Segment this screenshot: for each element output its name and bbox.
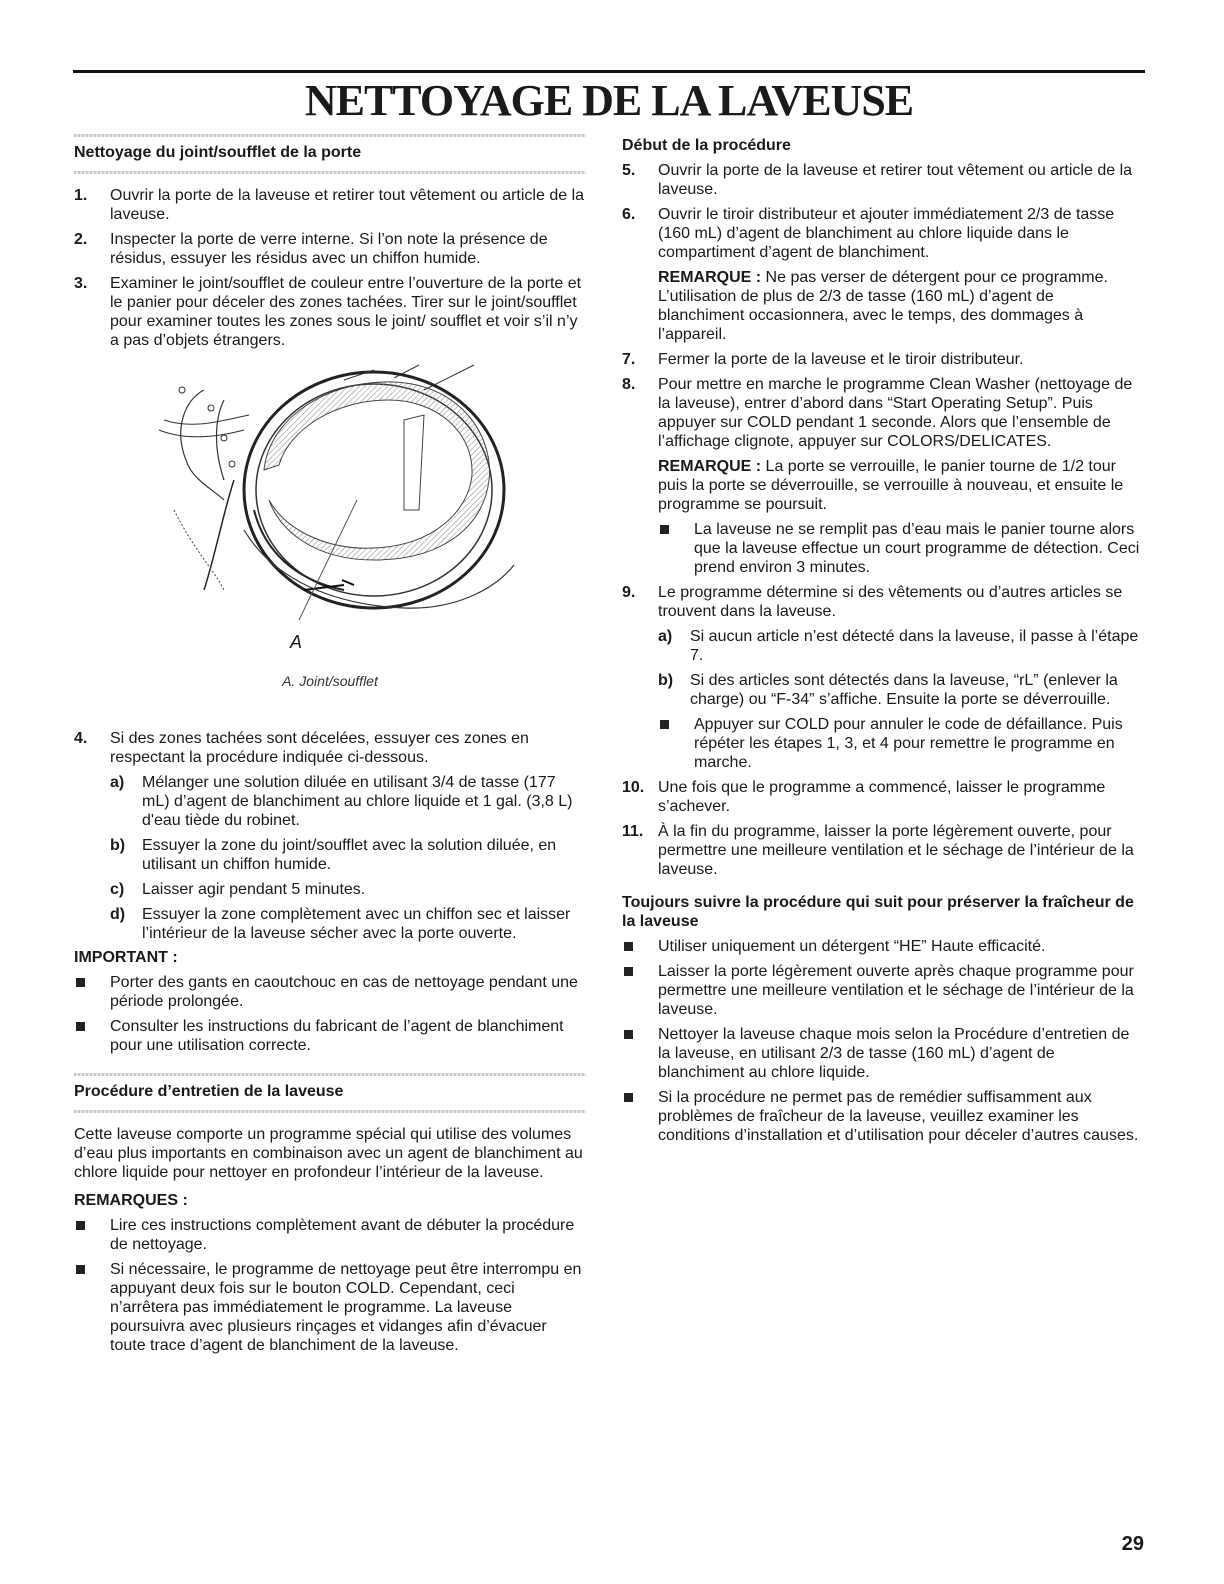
substep-text: Essuyer la zone complètement avec un chiffon sec et laisser l’intérieur de la laveuse sécher avec la porte ouverte. xyxy=(142,906,571,942)
freshness-bullet: Utiliser uniquement un détergent “HE” Haute efficacité. xyxy=(622,937,1142,956)
step-item xyxy=(622,205,1142,262)
step-number: 1. xyxy=(74,187,88,204)
step-number: 5. xyxy=(622,162,636,179)
remarque-text: Ne pas verser de détergent pour ce programme. L’utilisation de plus de 2/3 de tasse (160 mL) d’agent de blanchiment occasionnera, avec le temps, des dommages à l’appareil. xyxy=(658,269,1108,343)
right-column xyxy=(622,136,1142,1151)
left-column xyxy=(74,134,586,1361)
step-number: 4. xyxy=(74,730,88,747)
remarque-note xyxy=(622,457,1142,514)
step-number: 11. xyxy=(622,823,644,840)
freshness-heading: Toujours suivre la procédure qui suit pour préserver la fraîcheur de la laveuse xyxy=(622,894,1134,930)
step-item xyxy=(622,375,1142,451)
nested-bullet: La laveuse ne se remplit pas d’eau mais le panier tourne alors que la laveuse effectue un court programme de détection. Ceci prend environ 3 minutes. xyxy=(622,520,1142,577)
page-title: NETTOYAGE DE LA LAVEUSE xyxy=(304,76,914,125)
important-label: IMPORTANT : xyxy=(74,949,178,966)
substep-text: Si des articles sont détectés dans la laveuse, “rL” (enlever la charge) ou “F-34” s’affiche. Ensuite la porte se déverrouille. xyxy=(690,672,1118,708)
step-text: Fermer la porte de la laveuse et le tiroir distributeur. xyxy=(658,351,1024,368)
substep-letter: a) xyxy=(658,628,673,645)
substep-letter: d) xyxy=(110,906,126,923)
step-text: Inspecter la porte de verre interne. Si l’on note la présence de résidus, essuyer les résidus avec un chiffon humide. xyxy=(110,231,548,267)
step-number: 2. xyxy=(74,231,88,248)
step-item xyxy=(622,350,1142,369)
step-text: À la fin du programme, laisser la porte légèrement ouverte, pour permettre une meilleure ventilation et le séchage de l’intérieur de la laveuse. xyxy=(658,823,1134,878)
substep-text: Laisser agir pendant 5 minutes. xyxy=(142,881,366,898)
substep-letter: b) xyxy=(658,672,674,689)
substep-letter: b) xyxy=(110,837,126,854)
substep-item xyxy=(622,671,1142,709)
page-number: 29 xyxy=(1121,1533,1144,1555)
step-text: Ouvrir le tiroir distributeur et ajouter immédiatement 2/3 de tasse (160 mL) d’agent de blanchiment au chlore liquide dans le compartiment d’agent de blanchiment. xyxy=(658,206,1115,261)
step-number: 8. xyxy=(622,376,636,393)
step-number: 7. xyxy=(622,351,636,368)
substep-text: Essuyer la zone du joint/soufflet avec la solution diluée, en utilisant un chiffon humide. xyxy=(142,837,557,873)
remarque-text: La porte se verrouille, le panier tourne de 1/2 tour puis la porte se déverrouille, se verrouille à nouveau, et ensuite le programme se poursuit. xyxy=(658,458,1124,513)
step-text: Ouvrir la porte de la laveuse et retirer tout vêtement ou article de la laveuse. xyxy=(658,162,1133,198)
freshness-bullet: Nettoyer la laveuse chaque mois selon la Procédure d’entretien de la laveuse, en utilisant 2/3 de tasse (160 mL) d’agent de blanchiment au chlore liquide. xyxy=(622,1025,1142,1082)
substep-letter: a) xyxy=(110,774,125,791)
step-item xyxy=(74,729,586,767)
substep-text: Si aucun article n’est détecté dans la laveuse, il passe à l’étape 7. xyxy=(690,628,1139,664)
gasket-illustration xyxy=(74,360,586,665)
figure-label-a: A xyxy=(290,632,303,652)
step-item xyxy=(74,274,586,350)
step-item xyxy=(622,778,1142,816)
substep-item xyxy=(74,905,586,943)
step-item xyxy=(622,583,1142,621)
section-heading-maintenance: Procédure d’entretien de la laveuse xyxy=(74,1073,586,1113)
freshness-bullet: Si la procédure ne permet pas de remédier suffisamment aux problèmes de fraîcheur de la laveuse, veuillez examiner les conditions d’installation et d’utilisation pour déceler d’autres causes. xyxy=(622,1088,1142,1145)
substep-item xyxy=(622,627,1142,665)
step-item xyxy=(622,822,1142,879)
substep-item xyxy=(74,773,586,830)
substep-item xyxy=(74,880,586,899)
remarque-note xyxy=(622,268,1142,344)
step-number: 3. xyxy=(74,275,88,292)
step-text: Pour mettre en marche le programme Clean Washer (nettoyage de la laveuse), entrer d’abord dans “Start Operating Setup”. Puis appuyer sur COLD pendant 1 seconde. Alors que l’ensemble de l’affichage clignote, appuyer sur COLORS/DELICATES. xyxy=(658,376,1133,450)
figure-caption: A. Joint/soufflet xyxy=(282,673,378,689)
remarque-bullet: Lire ces instructions complètement avant de débuter la procédure de nettoyage. xyxy=(74,1216,586,1254)
step-number: 9. xyxy=(622,584,636,601)
remarque-label: REMARQUE : xyxy=(658,458,762,475)
step-text: Une fois que le programme a commencé, laisser le programme s’achever. xyxy=(658,779,1106,815)
section-heading-joint: Nettoyage du joint/soufflet de la porte xyxy=(74,134,586,174)
top-rule xyxy=(73,70,1145,73)
maintenance-intro: Cette laveuse comporte un programme spécial qui utilise des volumes d’eau plus importants en combinaison avec un agent de blanchiment au chlore liquide pour nettoyer en profondeur l’intérieur de la laveuse. xyxy=(74,1126,583,1181)
debut-heading: Début de la procédure xyxy=(622,137,791,154)
step-text: Si des zones tachées sont décelées, essuyer ces zones en respectant la procédure indiquée ci-dessous. xyxy=(110,730,529,766)
step-text: Ouvrir la porte de la laveuse et retirer tout vêtement ou article de la laveuse. xyxy=(110,187,585,223)
important-bullet: Porter des gants en caoutchouc en cas de nettoyage pendant une période prolongée. xyxy=(74,973,586,1011)
substep-letter: c) xyxy=(110,881,125,898)
remarques-label: REMARQUES : xyxy=(74,1192,188,1209)
step-text: Examiner le joint/soufflet de couleur entre l’ouverture de la porte et le panier pour déceler des zones tachées. Tirer sur le joint/soufflet pour examiner toutes les zones sous le joint/ soufflet et voir s’il n’y a pas d’objets étrangers. xyxy=(110,275,582,349)
washer-door-gasket-icon xyxy=(74,360,586,665)
nested-bullet: Appuyer sur COLD pour annuler le code de défaillance. Puis répéter les étapes 1, 3, et 4 pour remettre le programme en marche. xyxy=(622,715,1142,772)
step-item xyxy=(74,186,586,224)
substep-item xyxy=(74,836,586,874)
step-number: 6. xyxy=(622,206,636,223)
step-number: 10. xyxy=(622,779,645,796)
substep-text: Mélanger une solution diluée en utilisant 3/4 de tasse (177 mL) d’agent de blanchiment au chlore liquide et 1 gal. (3,8 L) d'eau tiède du robinet. xyxy=(142,774,573,829)
step-text: Le programme détermine si des vêtements ou d’autres articles se trouvent dans la laveuse. xyxy=(658,584,1123,620)
remarque-label: REMARQUE : xyxy=(658,269,762,286)
step-item xyxy=(74,230,586,268)
remarque-bullet: Si nécessaire, le programme de nettoyage peut être interrompu en appuyant deux fois sur le bouton COLD. Cependant, ceci n’arrêtera pas immédiatement le programme. La laveuse poursuivra avec plusieurs rinçages et vidanges afin d’évacuer toute trace d’agent de blanchiment de la laveuse. xyxy=(74,1260,586,1355)
freshness-bullet: Laisser la porte légèrement ouverte après chaque programme pour permettre une meilleure ventilation et le séchage de l’intérieur de la laveuse. xyxy=(622,962,1142,1019)
important-bullet: Consulter les instructions du fabricant de l’agent de blanchiment pour une utilisation correcte. xyxy=(74,1017,586,1055)
step-item xyxy=(622,161,1142,199)
